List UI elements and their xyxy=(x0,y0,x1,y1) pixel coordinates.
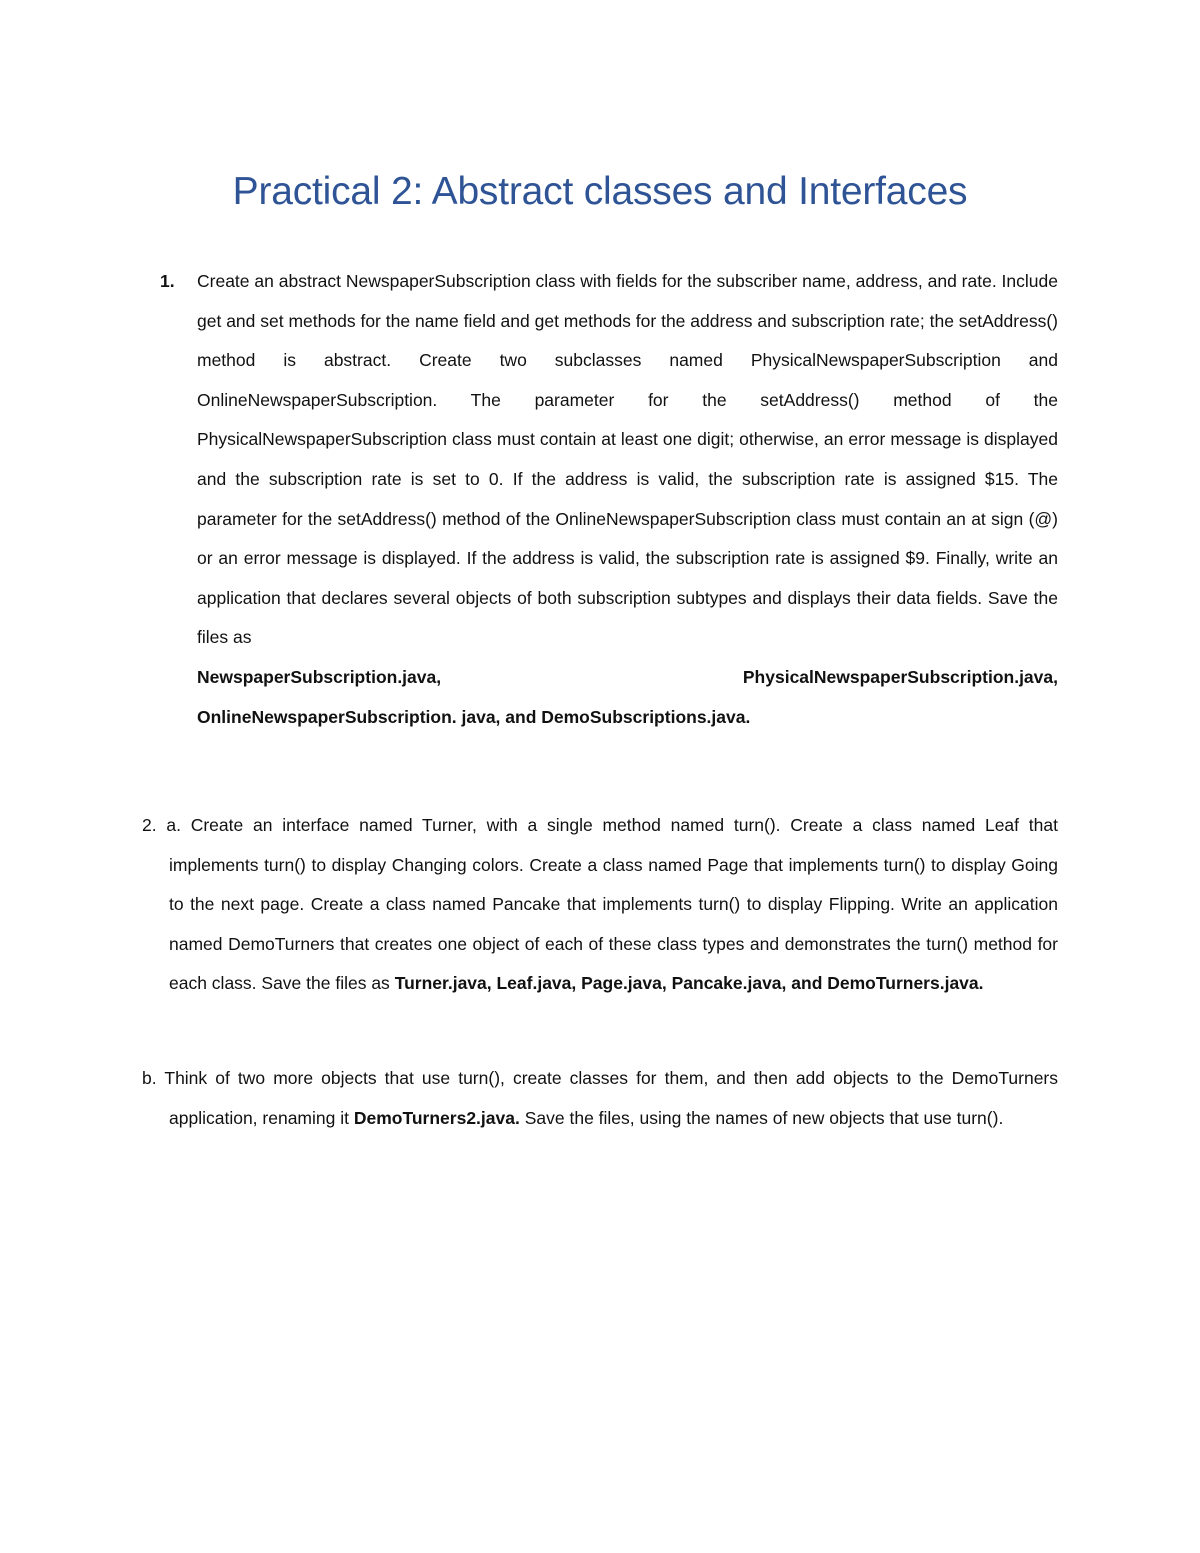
question-2a xyxy=(142,806,1058,1004)
question-2a-body: Create an interface named Turner, with a single method named turn(). Create a class named Leaf that implements turn() to display Changing colors. Create a class named Page that implements turn() to display Going to the next page. Create a class named Pancake that implements turn() to display Flipping. Write an application named DemoTurners that creates one object of each of these class types and demonstrates the turn() method for each class. Save the files as xyxy=(169,815,1058,994)
question-2a-files: Turner.java, Leaf.java, Page.java, Pancake.java, and DemoTurners.java. xyxy=(394,973,984,994)
file-newspaper-subscription: NewspaperSubscription.java, xyxy=(197,667,442,687)
question-2b-prefix: b. xyxy=(142,1068,157,1088)
question-1-body: Create an abstract NewspaperSubscription class with fields for the subscriber name, address, and rate. Include get and set methods for the name field and get methods for the address and subscription rate; the setAddress() method is abstract. Create two subclasses named PhysicalNewspaperSubscription and OnlineNewspaperSubscription. The parameter for the setAddress() method of the PhysicalNewspaperSubscription class must contain at least one digit; otherwise, an error message is displayed and the subscription rate is set to 0. If the address is valid, the subscription rate is assigned $15. The parameter for the setAddress() method of the OnlineNewspaperSubscription class must contain an at sign (@) or an error message is displayed. If the address is valid, the subscription rate is assigned $9. Finally, write an application that declares several objects of both subscription subtypes and displays their data fields. Save the files as xyxy=(197,271,1058,648)
question-2a-prefix: 2. a. xyxy=(142,815,181,835)
question-1-files-row xyxy=(197,658,1058,698)
question-2a-text xyxy=(142,806,1058,1004)
question-2b-text xyxy=(142,1059,1058,1138)
question-2b-file: DemoTurners2.java. xyxy=(353,1107,520,1128)
question-1-text xyxy=(197,262,1058,658)
page-title: Practical 2: Abstract classes and Interfaces xyxy=(232,170,968,213)
question-1-number: 1. xyxy=(160,271,175,291)
file-online-and-demo: OnlineNewspaperSubscription. java, and DemoSubscriptions.java. xyxy=(197,706,751,727)
file-physical-newspaper-subscription: PhysicalNewspaperSubscription.java, xyxy=(742,667,1058,687)
question-1-files xyxy=(197,658,1058,737)
question-2b xyxy=(142,1059,1058,1138)
question-2b-body-after: Save the files, using the names of new objects that use turn(). xyxy=(524,1107,1004,1128)
question-2b-body-before: Think of two more objects that use turn(), create classes for them, and then add objects to the DemoTurners application, renaming it xyxy=(164,1068,1058,1128)
